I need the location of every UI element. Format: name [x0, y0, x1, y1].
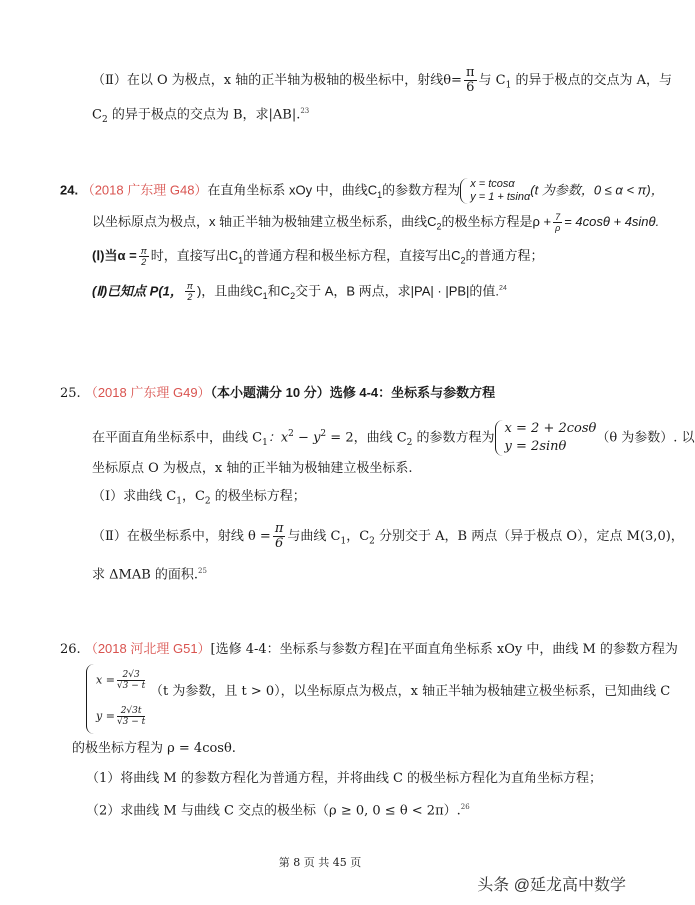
fraction: $\frac{\pi}{2}$ [140, 246, 147, 267]
question-source: （2018 广东理 G48） [81, 182, 208, 198]
q25-line1: 在平面直角坐标系中，曲线 $C_1$：$x^2 - y^2 = 2$，曲线 $C_2$ 的参数方程为 x = 2 + 2cosθ y = 2sinθ （θ 为参数）. 以 [92, 421, 695, 454]
page-footer: 第 8 页 共 45 页 [278, 856, 362, 869]
fraction: $\frac{2√3}{√3 - t}$ [116, 670, 146, 691]
question-number: 24. [60, 182, 79, 198]
fraction: $\frac{\pi}{6}$ [274, 521, 284, 551]
q26-eq-x: x = $\frac{2√3}{√3 - t}$ [96, 670, 146, 691]
q25-part2: （Ⅱ）在极坐标系中，射线 θ = $\frac{\pi}{6}$ 与曲线 $C_1$，$C_2$ 分别交于 A，B 两点（异于极点 O），定点 M(3,0)， [92, 521, 684, 551]
question-source: （2018 河北理 G51） [84, 641, 211, 656]
q25-line2: 坐标原点 O 为极点，x 轴的正半轴为极轴建立极坐标系. [92, 461, 413, 476]
q26-part2: （2）求曲线 M 与曲线 C 交点的极坐标（ρ ≥ 0, 0 ≤ θ < 2π）.$^{26}$ [86, 803, 470, 819]
fraction: $\frac{\pi}{6}$ [465, 65, 475, 95]
question-source: （2018 广东理 G49） [84, 385, 211, 400]
q26-line2: （t 为参数，且 t > 0），以坐标原点为极点，x 轴正半轴为极轴建立极坐标系，已知曲线 C [150, 684, 671, 699]
q23-part2-line2: $C_2$ 的异于极点的交点为 B，求|AB|.$^{23}$ [92, 107, 310, 125]
q26-line3: 的极坐标方程为 ρ = 4cosθ. [72, 741, 236, 756]
fraction: $\frac{2√3t}{√3 - t}$ [116, 706, 146, 727]
parametric-system: x = 2 + 2cosθ y = 2sinθ [495, 420, 597, 456]
q26-line1: 26. （2018 河北理 G51）[选修 4-4：坐标系与参数方程]在平面直角坐标系 xOy 中，曲线 M 的参数方程为 [60, 641, 678, 657]
q26-eq-y: y = $\frac{2√3t}{√3 - t}$ [96, 706, 146, 727]
q25-heading [60, 384, 495, 403]
q26-part1: （1）将曲线 M 的参数方程化为普通方程，并将曲线 C 的极坐标方程化为直角坐标方程； [86, 771, 603, 786]
question-number: 25. [60, 386, 81, 401]
parametric-system: x = tcosα y = 1 + tsinα [460, 178, 530, 204]
fraction: $\frac{7}{\rho}$ [555, 212, 561, 233]
q25-part3: 求 ΔMAB 的面积.$^{25}$ [92, 567, 207, 583]
q24-line2: 以坐标原点为极点，x 轴正半轴为极轴建立极坐标系，曲线$C_2$的极坐标方程是ρ + $\frac{7}{\rho}$ = 4cosθ + 4sinθ. [92, 212, 660, 233]
q24-part2: (Ⅱ)已知点 P(1， $\frac{\pi}{2}$ )，且曲线$C_1$和$C_2$交于 A，B 两点，求|PA| · |PB|的值.$^{24}$ [92, 281, 507, 303]
question-title: （本小题满分 10 分）选修 4-4：坐标系与参数方程 [210, 385, 496, 400]
q25-part1: （Ⅰ）求曲线 $C_1$，$C_2$ 的极坐标方程； [92, 489, 306, 507]
q24-part1: (Ⅰ)当α = $\frac{\pi}{2}$ 时，直接写出$C_1$的普通方程和极坐标方程，直接写出$C_2$的普通方程； [92, 246, 544, 267]
question-number: 26. [60, 642, 81, 657]
q23-part2-line1: （Ⅱ）在以 O 为极点，x 轴的正半轴为极轴的极坐标中，射线θ= $\frac{\pi}{6}$ 与 $C_1$ 的异于极点的交点为 A，与 [92, 65, 672, 95]
watermark: 头条 @延龙高中数学 [477, 877, 626, 894]
fraction: $\frac{\pi}{2}$ [186, 281, 193, 303]
q24-line1: 24. （2018 广东理 G48）在直角坐标系 xOy 中，曲线$C_1$的参数方程为 x = tcosα y = 1 + tsinα (t 为参数，0 ≤ α < π)， [60, 178, 664, 203]
